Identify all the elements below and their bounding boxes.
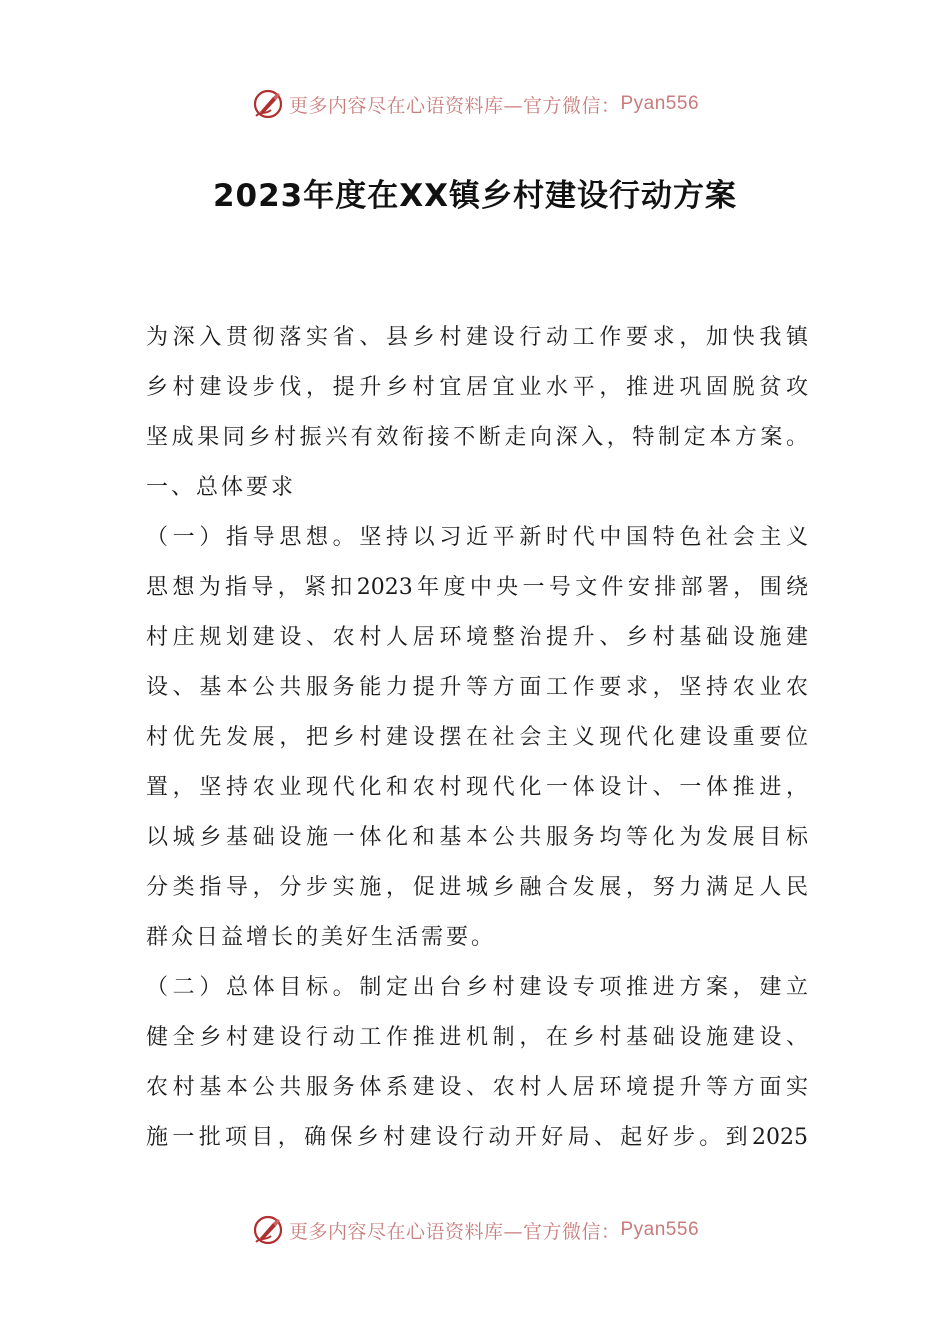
- watermark-wechat-id: Pyan556: [620, 93, 700, 114]
- paragraph-line: 以城乡基础设施一体化和基本公共服务均等化为发展目标: [146, 825, 808, 850]
- paragraph-line: （一）指导思想。坚持以习近平新时代中国特色社会主义: [146, 525, 808, 550]
- header-watermark: [0, 84, 950, 124]
- paragraph-line: （二）总体目标。制定出台乡村建设专项推进方案，建立: [146, 975, 808, 1000]
- paragraph-line: 坚成果同乡村振兴有效衔接不断走向深入，特制定本方案。: [146, 425, 808, 450]
- paragraph-line: 村优先发展，把乡村建设摆在社会主义现代化建设重要位: [146, 725, 808, 750]
- paragraph-line: 健全乡村建设行动工作推进机制，在乡村基础设施建设、: [146, 1025, 808, 1050]
- paragraph-line: 农村基本公共服务体系建设、农村人居环境提升等方面实: [146, 1075, 808, 1100]
- pen-nib-logo-icon: [251, 1213, 285, 1247]
- footer-watermark: [0, 1210, 950, 1250]
- paragraph-line: 为深入贯彻落实省、县乡村建设行动工作要求，加快我镇: [146, 325, 808, 350]
- pen-nib-logo-icon: [251, 87, 285, 121]
- paragraph-line: 村庄规划建设、农村人居环境整治提升、乡村基础设施建: [146, 625, 808, 650]
- paragraph-line: 设、基本公共服务能力提升等方面工作要求，坚持农业农: [146, 675, 808, 700]
- section-heading: 一、总体要求: [146, 475, 297, 500]
- watermark-text: 更多内容尽在心语资料库—官方微信：: [288, 1220, 621, 1243]
- paragraph-line: 分类指导，分步实施，促进城乡融合发展，努力满足人民: [146, 875, 808, 900]
- watermark-banner: [251, 1213, 699, 1247]
- watermark-banner: [251, 87, 699, 121]
- watermark-wechat-id: Pyan556: [620, 1219, 700, 1240]
- paragraph-line: 乡村建设步伐，提升乡村宜居宜业水平，推进巩固脱贫攻: [146, 375, 808, 400]
- document-body: [146, 313, 808, 1163]
- watermark-text: 更多内容尽在心语资料库—官方微信：: [288, 94, 621, 117]
- document-title: 2023年度在XX镇乡村建设行动方案: [212, 178, 738, 214]
- paragraph-line: 群众日益增长的美好生活需要。: [146, 925, 497, 950]
- paragraph-line: 思想为指导，紧扣2023年度中央一号文件安排部署，围绕: [146, 575, 808, 600]
- paragraph-line: 施一批项目，确保乡村建设行动开好局、起好步。到2025: [146, 1125, 808, 1150]
- paragraph-line: 置，坚持农业现代化和农村现代化一体设计、一体推进，: [146, 775, 808, 800]
